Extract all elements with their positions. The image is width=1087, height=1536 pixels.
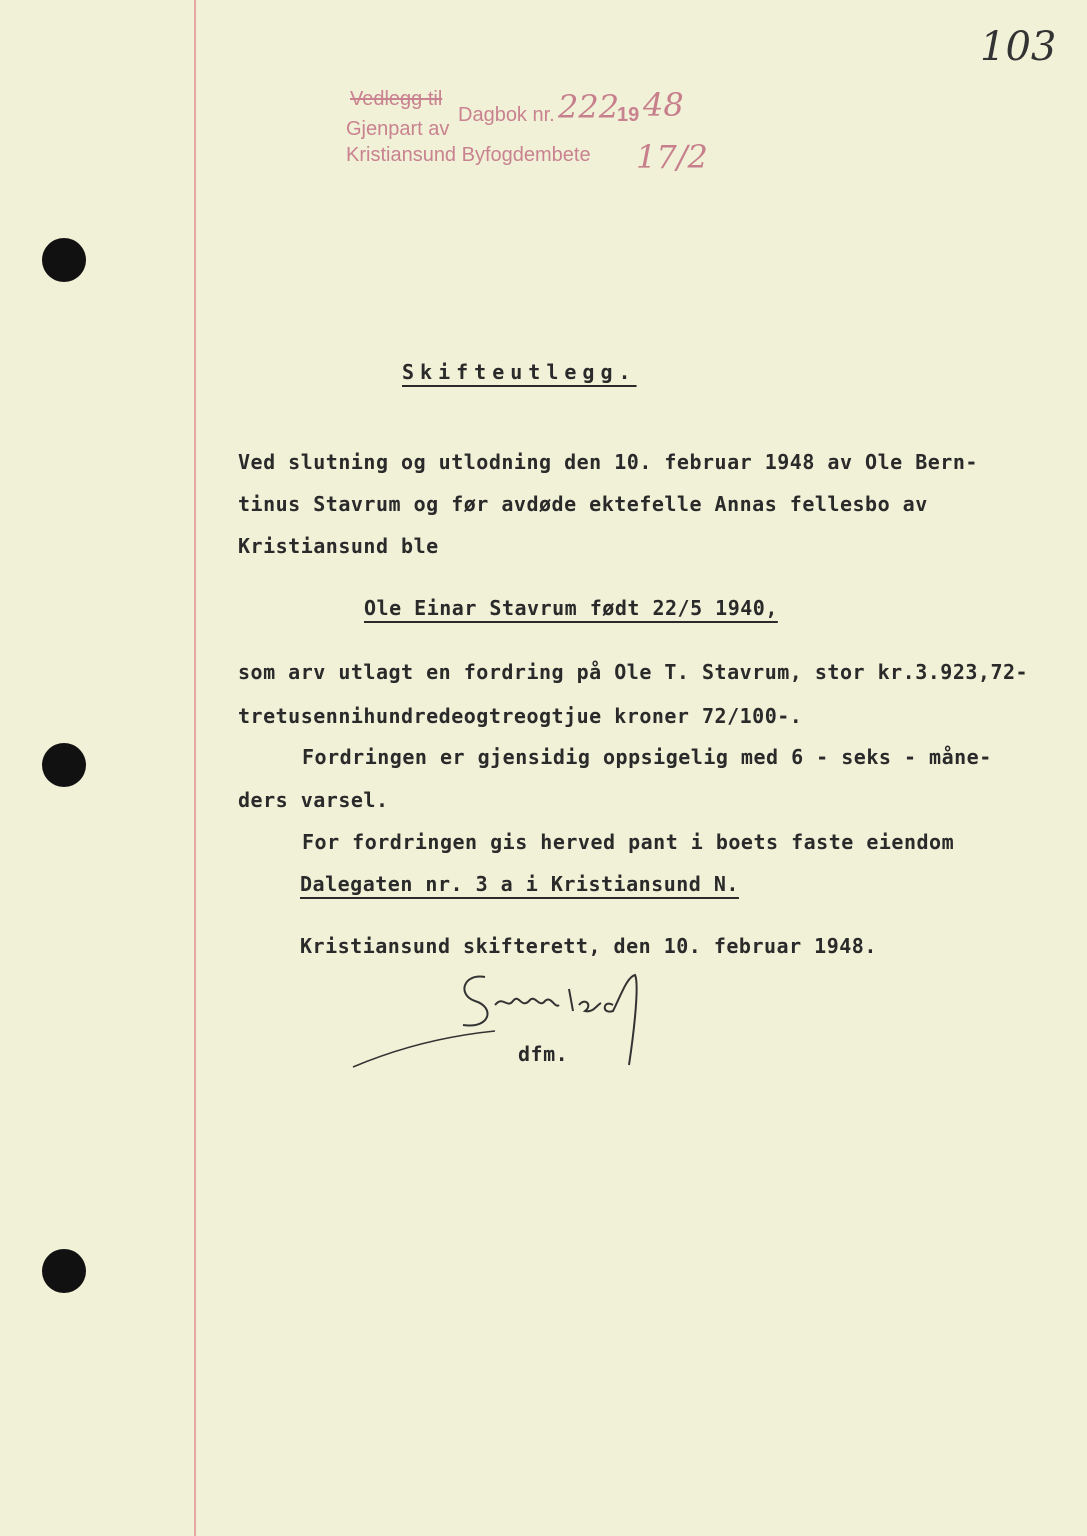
- body-line: ders varsel.: [238, 788, 389, 812]
- stamp-year-prefix: 19: [617, 104, 640, 126]
- document-title: Skifteutlegg.: [402, 360, 637, 384]
- punch-hole-top: [42, 238, 86, 282]
- body-line: Kristiansund ble: [238, 534, 439, 558]
- punch-hole-middle: [42, 743, 86, 787]
- stamp-dagbok-number: 222: [558, 88, 620, 126]
- stamp-line3: Kristiansund Byfogdembete: [346, 144, 591, 166]
- margin-line: [194, 0, 196, 1536]
- stamp-date: 17/2: [636, 138, 708, 176]
- body-line: tinus Stavrum og før avdøde ektefelle Annas fellesbo av: [238, 492, 928, 516]
- stamp-line2: Gjenpart av: [346, 118, 450, 140]
- signature: [345, 965, 645, 1075]
- body-line: For fordringen gis herved pant i boets faste eiendom: [302, 830, 955, 854]
- page-number: 103: [980, 24, 1057, 70]
- body-line: som arv utlagt en fordring på Ole T. Stavrum, stor kr.3.923,72-: [238, 660, 1029, 684]
- body-line: Fordringen er gjensidig oppsigelig med 6 - seks - måne-: [302, 745, 992, 769]
- title-dfm: dfm.: [518, 1042, 569, 1066]
- place-date-line: Kristiansund skifterett, den 10. februar 1948.: [300, 934, 877, 958]
- punch-hole-bottom: [42, 1249, 86, 1293]
- body-line: Ved slutning og utlodning den 10. februar 1948 av Ole Bern-: [238, 450, 978, 474]
- stamp-year-suffix: 48: [643, 86, 684, 124]
- body-line: tretusennihundredeogtreogtjue kroner 72/100-.: [238, 704, 803, 728]
- heir-line: Ole Einar Stavrum født 22/5 1940,: [364, 596, 778, 620]
- property-line: Dalegaten nr. 3 a i Kristiansund N.: [300, 872, 739, 896]
- stamp-line1-struck: Vedlegg til: [350, 88, 443, 110]
- stamp-line1-rest: Dagbok nr.: [458, 104, 555, 126]
